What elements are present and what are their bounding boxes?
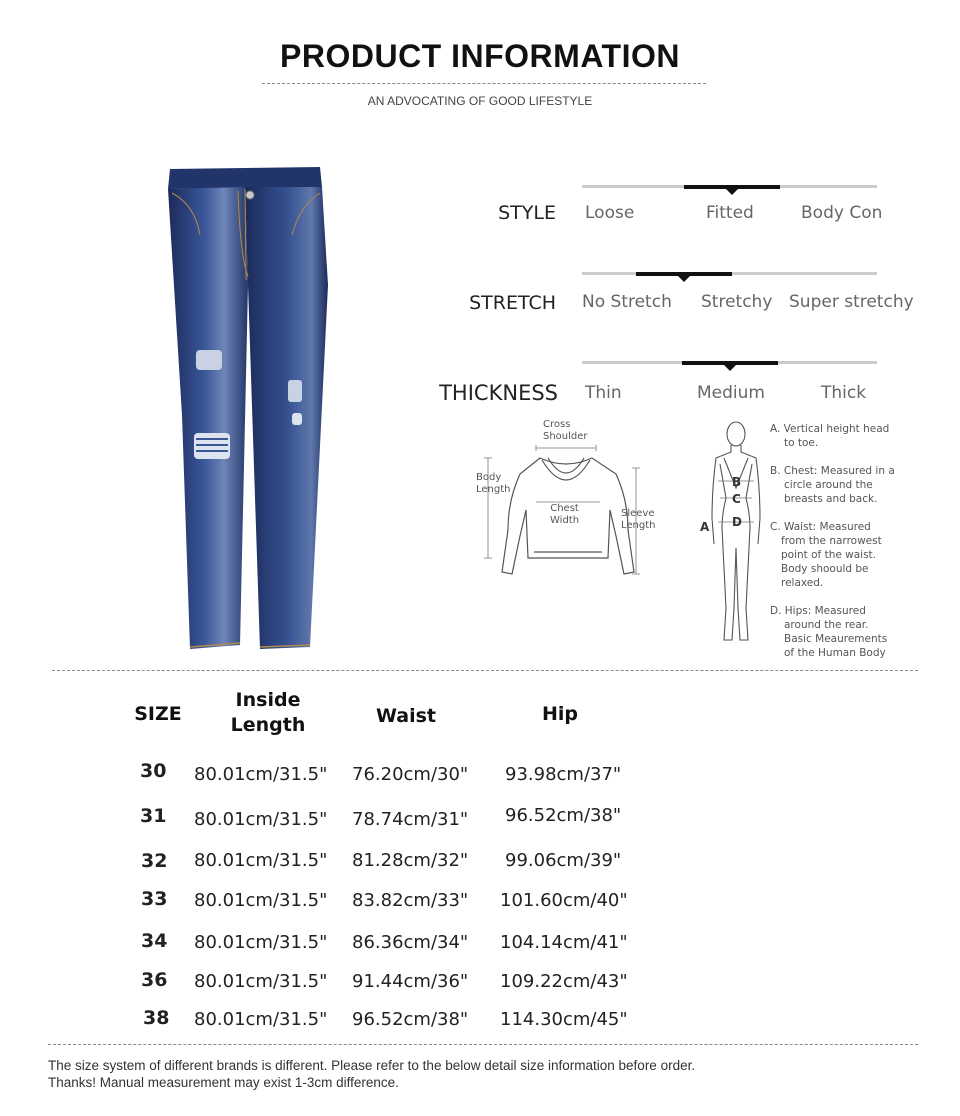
thickness-option-thin: Thin <box>585 383 622 403</box>
marker-d: D <box>732 515 742 529</box>
thickness-pointer-icon <box>724 365 736 371</box>
note-d: D. Hips: Measured around the rear. Basic Meaurements of the Human Body <box>770 605 888 659</box>
note-c: C. Waist: Measured from the narrowest point of the waist. Body shoould be relaxed. <box>770 521 882 589</box>
header-inside-length: Inside Length <box>230 689 306 736</box>
thickness-label: THICKNESS <box>439 381 558 405</box>
thickness-option-medium: Medium <box>697 383 765 403</box>
style-option-body-con: Body Con <box>801 203 883 223</box>
style-option-loose: Loose <box>585 203 635 223</box>
marker-c: C <box>732 492 741 506</box>
cross-shoulder-label: Cross Shoulder <box>543 419 588 442</box>
stretch-option-no-stretch: No Stretch <box>582 292 672 312</box>
style-option-fitted: Fitted <box>706 203 754 223</box>
human-body-diagram-icon <box>700 418 770 650</box>
page-subtitle: AN ADVOCATING OF GOOD LIFESTYLE <box>367 94 593 108</box>
title-divider <box>262 83 706 84</box>
style-label: STYLE <box>498 202 556 224</box>
footer-line-2: Thanks! Manual measurement may exist 1-3cm difference. <box>48 1075 399 1090</box>
note-a: A. Vertical height head to toe. <box>770 423 890 449</box>
style-pointer-icon <box>726 189 738 195</box>
body-length-label: Body Length <box>476 472 511 495</box>
footer-line-1: The size system of different brands is different. Please refer to the below detail size information before order. <box>48 1058 696 1073</box>
chest-width-label: Chest Width <box>550 503 580 526</box>
stretch-option-stretchy: Stretchy <box>701 292 773 312</box>
header-waist: Waist <box>375 705 436 727</box>
stretch-option-super-stretchy: Super stretchy <box>789 292 914 312</box>
marker-a: A <box>700 520 710 534</box>
sleeve-length-label: Sleeve Length <box>621 508 656 531</box>
stretch-pointer-icon <box>678 276 690 282</box>
header-hip: Hip <box>541 703 578 725</box>
thickness-option-thick: Thick <box>821 383 867 403</box>
marker-b: B <box>732 475 742 489</box>
stretch-label: STRETCH <box>469 292 556 314</box>
note-b: B. Chest: Measured in a circle around the breasts and back. <box>770 465 895 505</box>
page-title: PRODUCT INFORMATION <box>280 38 680 74</box>
section-divider <box>52 670 918 671</box>
jeans-product-image <box>160 165 335 655</box>
footer-divider <box>48 1044 918 1045</box>
header-size: SIZE <box>134 703 182 725</box>
